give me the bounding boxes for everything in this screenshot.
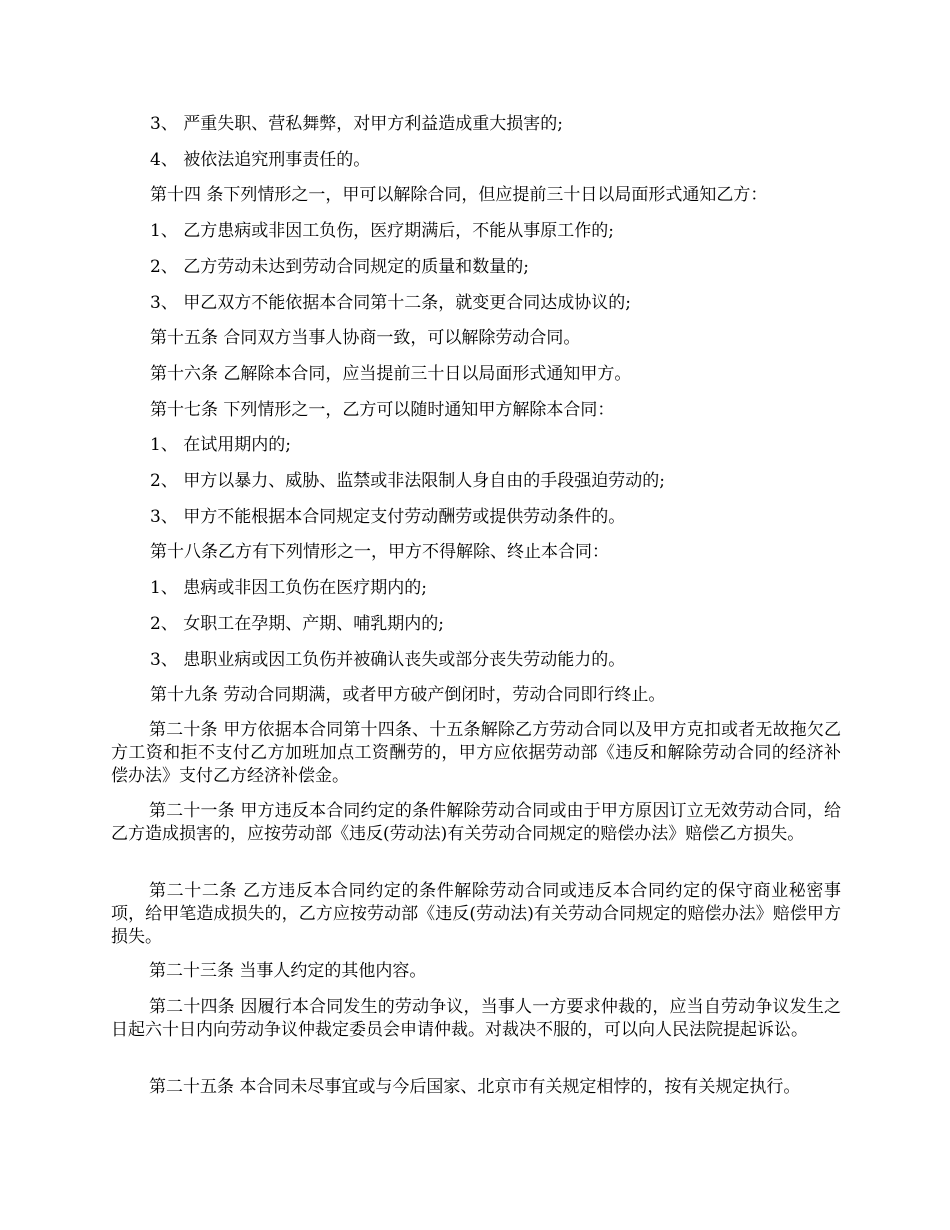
clause-line: 1、 乙方患病或非因工负伤，医疗期满后，不能从事原工作的; bbox=[150, 221, 614, 241]
article-heading: 第十四 条下列情形之一，甲可以解除合同，但应提前三十日以局面形式通知乙方： bbox=[150, 185, 768, 205]
clause-line: 3、 甲方不能根据本合同规定支付劳动酬劳或提供劳动条件的。 bbox=[150, 507, 626, 527]
clause-line: 2、 乙方劳动未达到劳动合同规定的质量和数量的; bbox=[150, 257, 529, 277]
clause-line: 2、 女职工在孕期、产期、哺乳期内的; bbox=[150, 614, 444, 634]
clause-line: 4、 被依法追究刑事责任的。 bbox=[150, 150, 371, 170]
article-heading: 第十八条乙方有下列情形之一，甲方不得解除、终止本合同： bbox=[150, 542, 609, 562]
clause-line: 3、 患职业病或因工负伤并被确认丧失或部分丧失劳动能力的。 bbox=[150, 650, 626, 670]
article-paragraph: 第二十四条 因履行本合同发生的劳动争议，当事人一方要求仲裁的，应当自劳动争议发生之日起六十日内向劳动争议仲裁定委员会申请仲裁。对裁决不服的，可以向人民法院提起诉讼。 bbox=[111, 997, 841, 1040]
article-paragraph: 第二十二条 乙方违反本合同约定的条件解除劳动合同或违反本合同约定的保守商业秘密事项，给甲笔造成损失的，乙方应按劳动部《违反(劳动法)有关劳动合同规定的赔偿办法》赔偿甲方损失。 bbox=[111, 881, 841, 947]
clause-line: 1、 在试用期内的; bbox=[150, 435, 291, 455]
clause-line: 1、 患病或非因工负伤在医疗期内的; bbox=[150, 578, 427, 598]
clause-line: 3、 严重失职、营私舞弊，对甲方利益造成重大损害的; bbox=[150, 114, 563, 134]
article-heading: 第十六条 乙解除本合同，应当提前三十日以局面形式通知甲方。 bbox=[150, 364, 632, 384]
article-heading: 第十九条 劳动合同期满，或者甲方破产倒闭时，劳动合同即行终止。 bbox=[150, 685, 666, 705]
article-paragraph: 第二十五条 本合同未尽事宜或与今后国家、北京市有关规定相悖的，按有关规定执行。 bbox=[149, 1077, 801, 1097]
clause-line: 2、 甲方以暴力、威胁、监禁或非法限制人身自由的手段强迫劳动的; bbox=[150, 471, 665, 491]
article-heading: 第十七条 下列情形之一，乙方可以随时通知甲方解除本合同： bbox=[150, 400, 615, 420]
clause-line: 3、 甲乙双方不能依据本合同第十二条，就变更合同达成协议的; bbox=[150, 293, 631, 313]
article-paragraph: 第二十条 甲方依据本合同第十四条、十五条解除乙方劳动合同以及甲方克扣或者无故拖欠乙方工资和拒不支付乙方加班加点工资酬劳的，甲方应依据劳动部《违反和解除劳动合同的经济补偿办法》支付乙方经济补偿金。 bbox=[111, 720, 841, 786]
article-paragraph: 第二十一条 甲方违反本合同约定的条件解除劳动合同或由于甲方原因订立无效劳动合同，给乙方造成损害的，应按劳动部《违反(劳动法)有关劳动合同规定的赔偿办法》赔偿乙方损失。 bbox=[111, 801, 841, 844]
article-heading: 第十五条 合同双方当事人协商一致，可以解除劳动合同。 bbox=[150, 328, 581, 348]
article-paragraph: 第二十三条 当事人约定的其他内容。 bbox=[149, 961, 427, 981]
